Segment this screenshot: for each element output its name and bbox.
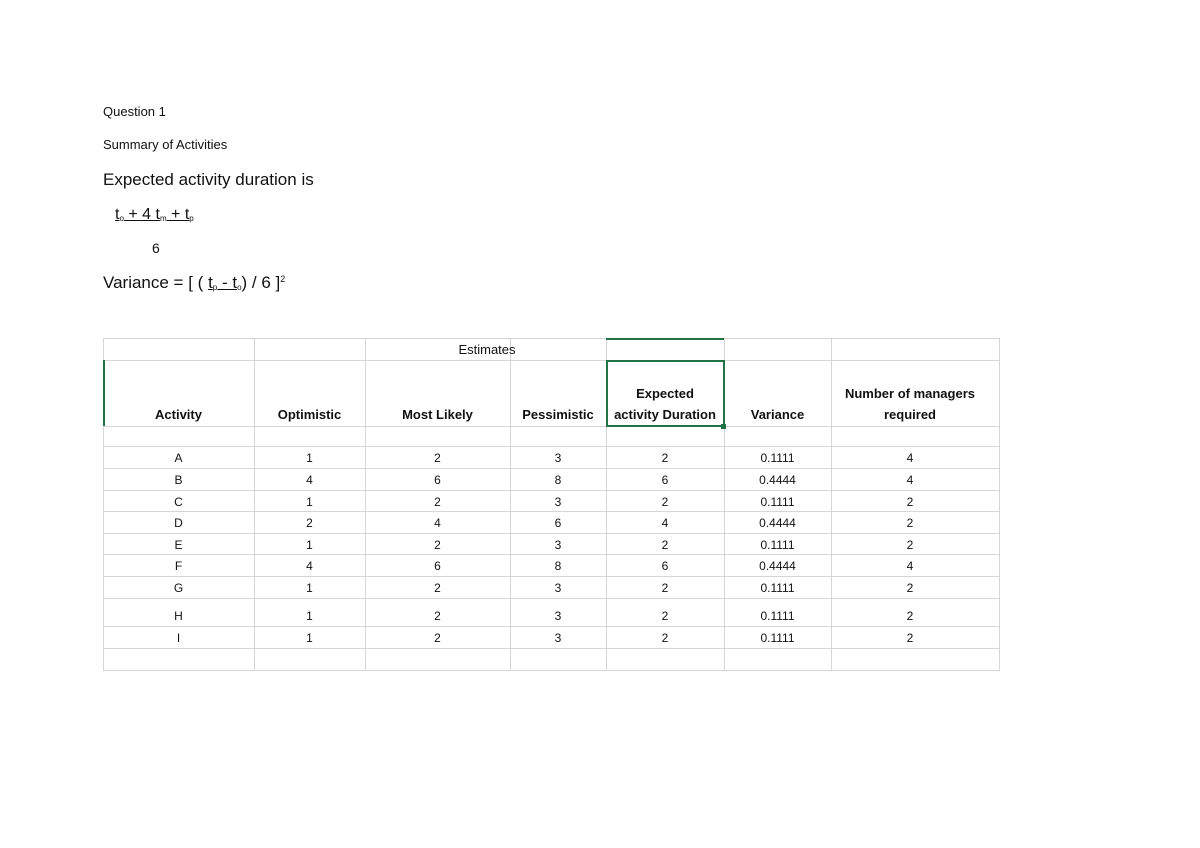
header-managers (831, 383, 989, 425)
variance-minus-t: - t (217, 273, 238, 292)
cell-variance[interactable]: 0.1111 (760, 451, 795, 465)
header-optimistic: Optimistic (277, 407, 342, 422)
cell-variance[interactable]: 0.1111 (760, 538, 795, 552)
cell-managers[interactable]: 4 (906, 559, 914, 573)
cell-managers[interactable]: 4 (906, 473, 914, 487)
cell-variance[interactable]: 0.1111 (760, 495, 795, 509)
cell-variance[interactable]: 0.1111 (760, 609, 795, 623)
cell-variance[interactable]: 0.4444 (759, 559, 796, 573)
cell-managers[interactable]: 2 (906, 631, 914, 645)
cell-expected[interactable]: 2 (661, 451, 669, 465)
cell-most-likely[interactable]: 2 (434, 495, 441, 509)
cell-pessimistic[interactable]: 3 (554, 581, 562, 595)
cell-optimistic[interactable]: 1 (306, 609, 313, 623)
variance-formula (103, 273, 285, 293)
cell-expected[interactable]: 2 (661, 631, 669, 645)
cell-optimistic[interactable]: 1 (306, 631, 313, 645)
cell-pessimistic[interactable]: 3 (554, 451, 562, 465)
cell-pessimistic[interactable]: 3 (554, 495, 562, 509)
header-most-likely: Most Likely (402, 407, 473, 422)
cell-variance[interactable]: 0.4444 (759, 516, 796, 530)
cell-expected[interactable]: 2 (661, 538, 669, 552)
formula-sub-p: p (189, 214, 194, 223)
variance-suffix: ) / 6 ] (241, 273, 281, 292)
header-managers-line1: Number of managers (844, 386, 976, 401)
cell-most-likely[interactable]: 2 (434, 609, 441, 623)
formula-t-o: t (115, 206, 120, 223)
cell-expected[interactable]: 2 (661, 581, 669, 595)
variance-sub-o: o (237, 283, 242, 292)
formula-sub-o: o (119, 214, 124, 223)
header-expected (606, 383, 724, 425)
cell-optimistic[interactable]: 4 (306, 473, 313, 487)
cell-pessimistic[interactable]: 8 (554, 473, 562, 487)
formula-plus-4tm: + 4 t (123, 206, 160, 223)
cell-activity[interactable]: G (173, 581, 184, 595)
header-variance: Variance (750, 407, 805, 422)
cell-managers[interactable]: 2 (906, 609, 914, 623)
estimates-group-header: Estimates (458, 342, 516, 357)
formula-sub-m: m (159, 214, 167, 223)
header-expected-line1: Expected (636, 386, 694, 401)
cell-managers[interactable]: 2 (906, 495, 914, 509)
cell-optimistic[interactable]: 4 (306, 559, 313, 573)
expected-formula-numerator (103, 206, 194, 224)
cell-optimistic[interactable]: 1 (306, 581, 313, 595)
cell-pessimistic[interactable]: 3 (554, 538, 562, 552)
cell-pessimistic[interactable]: 6 (554, 516, 562, 530)
cell-pessimistic[interactable]: 3 (554, 631, 562, 645)
variance-exponent: 2 (280, 274, 286, 284)
cell-managers[interactable]: 4 (906, 451, 914, 465)
variance-sub-p: p (212, 283, 218, 292)
cell-activity[interactable]: F (174, 559, 183, 573)
expected-duration-heading: Expected activity duration is (103, 170, 314, 189)
header-expected-line2: activity Duration (614, 407, 716, 422)
cell-activity[interactable]: C (174, 495, 183, 509)
cell-most-likely[interactable]: 4 (434, 516, 441, 530)
cell-activity[interactable]: E (174, 538, 183, 552)
cell-pessimistic[interactable]: 8 (554, 559, 562, 573)
formula-plus-tp: + t (166, 206, 190, 223)
cell-variance[interactable]: 0.4444 (759, 473, 796, 487)
cell-activity[interactable]: H (174, 609, 183, 623)
cell-expected[interactable]: 6 (661, 559, 669, 573)
variance-t-p: t (208, 273, 213, 292)
header-activity: Activity (155, 407, 202, 422)
cell-managers[interactable]: 2 (906, 538, 914, 552)
cell-variance[interactable]: 0.1111 (760, 581, 795, 595)
cell-activity[interactable]: I (176, 631, 181, 645)
header-managers-line2: required (883, 407, 936, 422)
cell-expected[interactable]: 6 (661, 473, 669, 487)
cell-most-likely[interactable]: 2 (434, 451, 441, 465)
cell-optimistic[interactable]: 1 (306, 538, 313, 552)
cell-activity[interactable]: B (174, 473, 183, 487)
cell-optimistic[interactable]: 2 (306, 516, 313, 530)
variance-prefix: Variance = [ ( (103, 273, 204, 292)
cell-variance[interactable]: 0.1111 (760, 631, 795, 645)
cell-managers[interactable]: 2 (906, 516, 914, 530)
cell-most-likely[interactable]: 6 (434, 473, 441, 487)
cell-managers[interactable]: 2 (906, 581, 914, 595)
cell-optimistic[interactable]: 1 (306, 495, 313, 509)
cell-most-likely[interactable]: 2 (434, 631, 441, 645)
question-label: Question 1 (103, 104, 166, 119)
cell-activity[interactable]: A (174, 451, 183, 465)
activities-table (103, 338, 1000, 671)
cell-expected[interactable]: 2 (661, 495, 669, 509)
cell-optimistic[interactable]: 1 (306, 451, 313, 465)
cell-pessimistic[interactable]: 3 (554, 609, 562, 623)
cell-most-likely[interactable]: 2 (434, 581, 441, 595)
cell-expected[interactable]: 2 (661, 609, 669, 623)
summary-label: Summary of Activities (103, 137, 228, 152)
cell-activity[interactable]: D (174, 516, 183, 530)
cell-most-likely[interactable]: 6 (434, 559, 441, 573)
cell-most-likely[interactable]: 2 (434, 538, 441, 552)
header-pessimistic: Pessimistic (522, 407, 594, 422)
cell-expected[interactable]: 4 (661, 516, 669, 530)
expected-formula-denominator: 6 (152, 240, 160, 256)
